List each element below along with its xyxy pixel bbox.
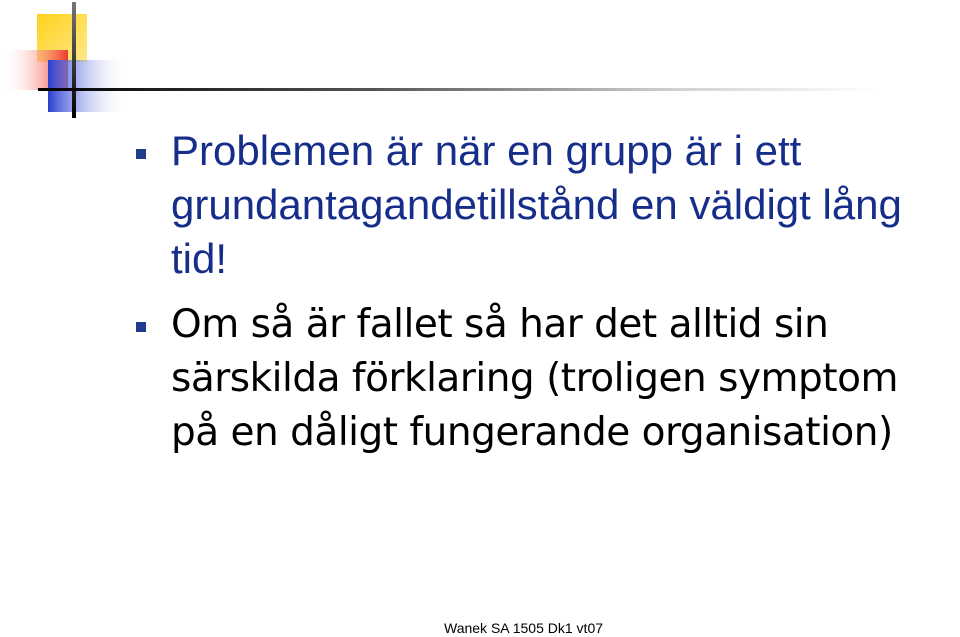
- square-bullet-icon: [136, 149, 146, 159]
- square-mosaic-logo-icon: [0, 0, 140, 120]
- bullet-text-1: Problemen är när en grupp är i ett grundantagandetillstånd en väldigt lång tid!: [171, 127, 902, 282]
- slide-footer: Wanek SA 1505 Dk1 vt07: [444, 620, 604, 636]
- header-divider: [40, 88, 880, 91]
- bullet-text-2: Om så är fallet så har det alltid sin särskilda förklaring (troligen symptom på en dåligt fungerande organisation): [171, 302, 898, 455]
- square-bullet-icon: [136, 322, 146, 332]
